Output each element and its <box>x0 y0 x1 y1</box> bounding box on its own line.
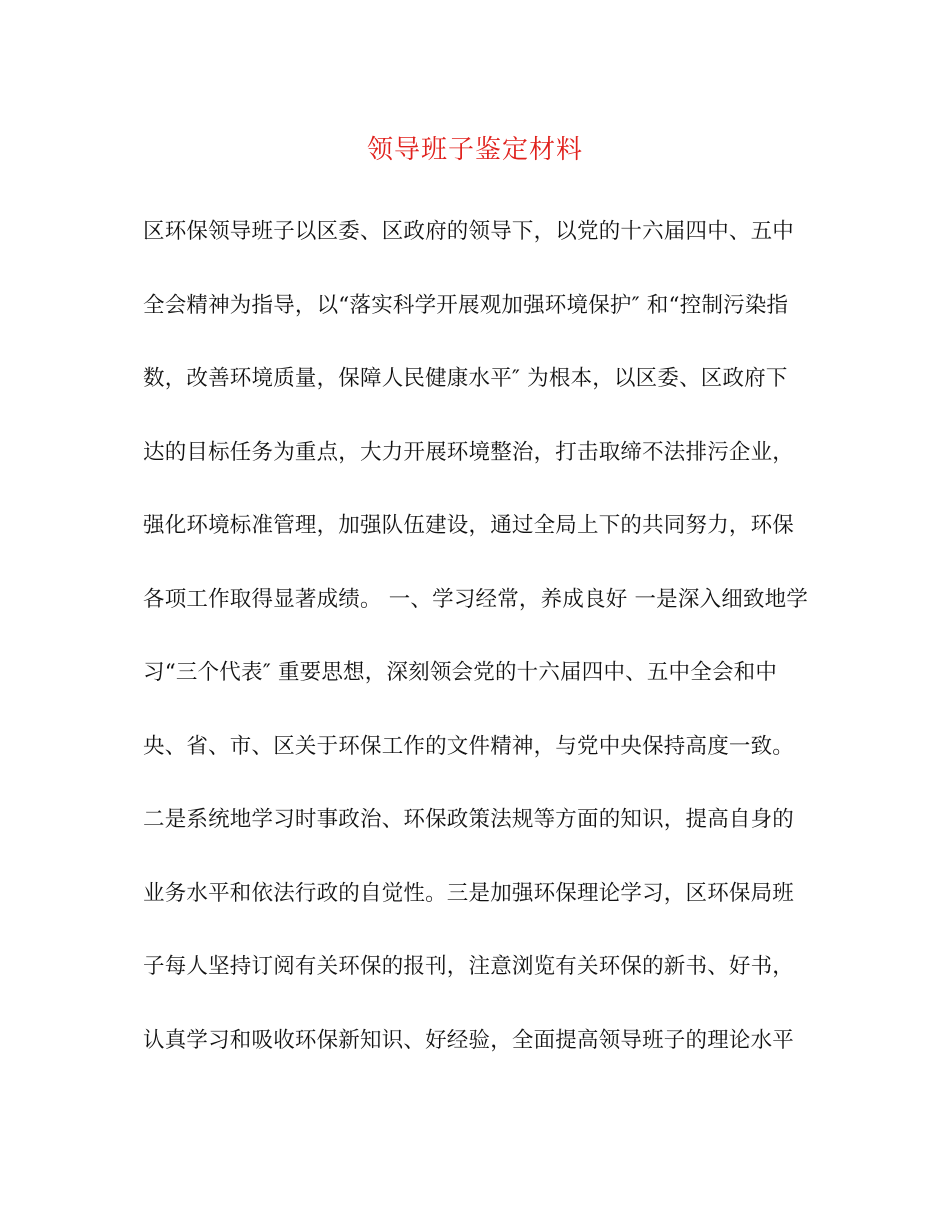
body-line: 全会精神为指导，以“落实科学开展观加强环境保护″ 和“控制污染指 <box>143 292 789 318</box>
body-line: 各项工作取得显著成绩。 一、学习经常，养成良好 一是深入细致地学 <box>143 586 809 612</box>
body-line: 子每人坚持订阅有关环保的报刊，注意浏览有关环保的新书、好书， <box>143 954 795 979</box>
body-line: 强化环境标准管理，加强队伍建设，通过全局上下的共同努力，环保 <box>143 513 795 538</box>
document-title: 领导班子鉴定材料 <box>366 135 583 165</box>
body-line: 区环保领导班子以区委、区政府的领导下，以党的十六届四中、五中 <box>143 219 795 244</box>
body-line: 数，改善环境质量，保障人民健康水平″ 为根本，以区委、区政府下 <box>143 366 788 391</box>
document-body <box>143 212 823 1094</box>
body-line: 央、省、市、区关于环保工作的文件精神，与党中央保持高度一致。 <box>143 733 795 759</box>
body-line: 业务水平和依法行政的自觉性。三是加强环保理论学习，区环保局班 <box>143 880 795 906</box>
body-line: 达的目标任务为重点，大力开展环境整治，打击取缔不法排污企业， <box>143 439 795 465</box>
body-line: 习“三个代表″ 重要思想，深刻领会党的十六届四中、五中全会和中 <box>143 660 778 685</box>
body-line: 认真学习和吸收环保新知识、好经验，全面提高领导班子的理论水平 <box>143 1027 795 1053</box>
body-line: 二是系统地学习时事政治、环保政策法规等方面的知识，提高自身的 <box>143 807 795 832</box>
